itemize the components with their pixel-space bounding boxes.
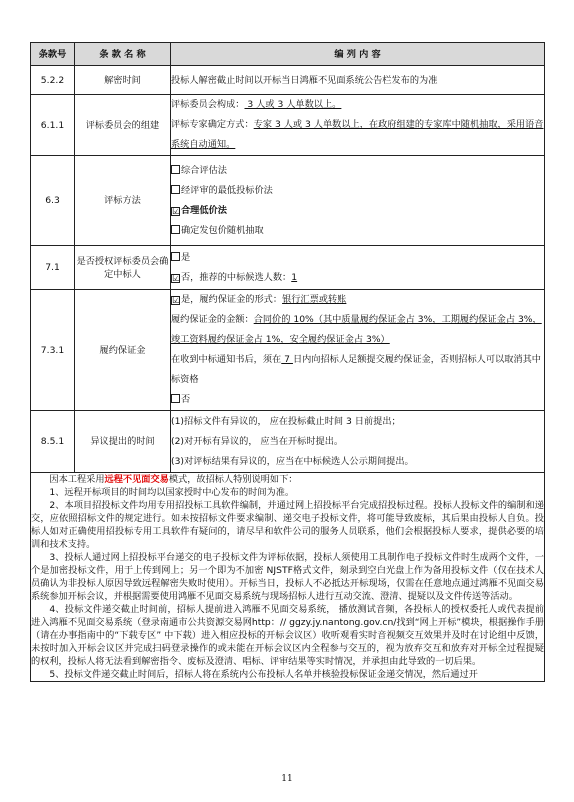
table-row [31,156,545,246]
amount-value: 合同价的 10%（其中质量履约保证金占 3%，工期履约保证金占 3%，竣工资料履约保证金占 1%，安全履约保证金占 3%） [171,314,542,345]
option-yes [171,290,544,310]
notes-row [31,473,545,682]
table-row [31,66,545,95]
committee-composition [171,95,544,115]
table-row [31,95,545,156]
checkbox-icon [171,252,180,261]
checked-box-icon: ☑ [172,273,181,284]
checkbox-icon [171,185,180,194]
option-no [171,390,544,410]
guarantee-form: 银行汇票或转账 [282,294,347,305]
checkbox-icon [171,394,180,403]
clause-name: 履约保证金 [75,290,171,411]
option-comprehensive [171,161,544,181]
clause-name: 评标委员会的组建 [75,95,171,156]
content-line: (2)对开标有异议的， 应当在开标时提出。 [171,435,344,447]
note-paragraph: 5、投标文件递交截止时间后，招标人将在系统内公布投标人名单并核验投标保证金递交情况，然后通过开 [49,669,478,680]
clause-number: 7.3.1 [31,290,75,411]
option-yes [171,248,544,268]
option-label: 是，履约保证金的形式： [181,294,283,305]
option-label: 是 [181,251,191,263]
header-clause-name: 条 款 名 称 [75,43,171,66]
clause-number: 6.3 [31,156,75,246]
option-random-draw [171,221,544,241]
clause-name: 解密时间 [75,66,171,95]
checked-box-icon: ☑ [172,296,181,306]
intro-text: 因本工程采用 [49,474,105,485]
note-paragraph: 3、投标人通过网上招投标平台递交的电子投标文件为评标依据，投标人须使用工具制作电子投标文件时生成两个文件，一个是加密投标文件，用于上传到网上；另一个即为不加密 NJSTF格式文件，刻录到空白光盘上作为备用投标文件（仅在技术人员确认为非投标人原因导致远程解密失败时使用）。开标当日，投标人不必抵达开标现场，仅需在任意地点通过鸿雁不见面交易系统参加开标会议，并根据需要使用鸿雁不见面交易系统与现场招标人进行互动交流、澄清、提疑以及文件传送等活动。 [31,552,544,602]
option-label: 合理低价法 [181,204,227,216]
clause-content [171,95,545,156]
note-paragraph: 4、投标文件递交截止时间前，招标人提前进入鸿雁不见面交易系统， 播放测试音频，各投标人的授权委托人或代表提前进入鸿雁不见面交易系统（登录南通市公共资源交易网http：// ggzy.jy.nantong.gov.cn/找到“网上开标”模块，根据操作手册（请在办事指南中的“下载专区” 中下载）进入相应投标的开标会议区）收听观看实时音视频交互效果并及时在讨论组中反馈，未按时加入开标会议区并完成扫码登录操作的或未能在开标会议区内全程参与交互的，视为放弃交互和放弃对开标全过程提疑的权利，投标人将无法看到解密指令、废标及澄清、唱标、评审结果等实时情况，并承担由此导致的一切后果。 [31,604,544,667]
checked-box-icon: ☑ [172,206,181,217]
intro-highlight: 远程不见面交易 [104,474,169,485]
deadline-text-tail: 日内向招标人足额提交履约保证金，否则招标人可以取消其中标资格 [171,354,541,385]
header-content: 编 列 内 容 [171,43,545,66]
table-row [31,246,545,290]
option-label: 经评审的最低投标价法 [181,184,273,196]
option-no [171,268,544,288]
clause-number: 8.5.1 [31,411,75,473]
table-row [31,411,545,473]
clause-name: 是否授权评标委员会确定中标人 [75,246,171,290]
guarantee-deadline [171,350,544,390]
method-value: 专家 3 人或 3 人单数以上，在政府组建的专家库中随机抽取，采用语音系统自动通知。 [171,119,544,150]
option-lowest-price [171,181,544,201]
guarantee-amount [171,310,544,350]
option-reasonable-low-price [171,201,544,221]
option-label: 否，推荐的中标候选人数： [181,271,292,283]
option-label: 确定发包价随机抽取 [181,224,264,236]
deadline-text: 在收到中标通知书后，须在 [171,354,282,365]
clause-content [171,156,545,246]
option-label: 否 [181,394,191,405]
content-line: 投标人解密截止时间以开标当日鸿雁不见面系统公告栏发布的为准 [171,74,438,86]
clause-name: 异议提出的时间 [75,411,171,473]
table-row [31,290,545,411]
intro-text-tail: 模式，故招标人特别说明如下： [168,474,298,485]
bid-terms-table [30,42,545,682]
expert-selection-method [171,115,544,155]
checkbox-icon [171,225,180,234]
note-paragraph: 1、远程开标项目的时间均以国家授时中心发布的时间为准。 [49,487,295,498]
special-notes [31,473,545,682]
table-header-row [31,43,545,66]
clause-number: 7.1 [31,246,75,290]
composition-label: 评标委员会构成： [171,99,245,110]
clause-content [171,66,545,95]
header-clause-no: 条款号 [31,43,75,66]
clause-content [171,290,545,411]
note-paragraph: 2、本项目招投标文件均用专用招投标工具软件编制，并通过网上招投标平台完成招投标过程。投标人投标文件的编制和递交，应依照招标文件的规定进行。如未按招标文件要求编制、递交电子投标文件，将可能导致废标，其后果由投标人自负。投标人如对正确使用招投标专用工具软件有疑问的，请尽早和软件公司的服务人员联系，他们会根据投标人要求，提供必要的培训和技术支持。 [31,500,544,550]
page-number: 11 [281,774,293,784]
clause-content [171,246,545,290]
method-label: 评标专家确定方式： [171,119,254,130]
notes-intro [31,473,544,486]
content-line: (1)招标文件有异议的， 应在投标截止时间 3 日前提出； [171,415,401,427]
clause-number: 5.2.2 [31,66,75,95]
clause-name: 评标方法 [75,156,171,246]
clause-content [171,411,545,473]
deadline-days: 7 [281,354,293,365]
content-line: (3)对评标结果有异议的，应当在中标候选人公示期间提出。 [171,455,414,467]
composition-value: 3 人或 3 人单数以上。 [244,99,342,110]
candidate-count: 1 [291,271,298,283]
clause-number: 6.1.1 [31,95,75,156]
amount-label: 履约保证金的金额： [171,314,254,325]
option-label: 综合评估法 [181,164,227,176]
checkbox-icon [171,165,180,174]
